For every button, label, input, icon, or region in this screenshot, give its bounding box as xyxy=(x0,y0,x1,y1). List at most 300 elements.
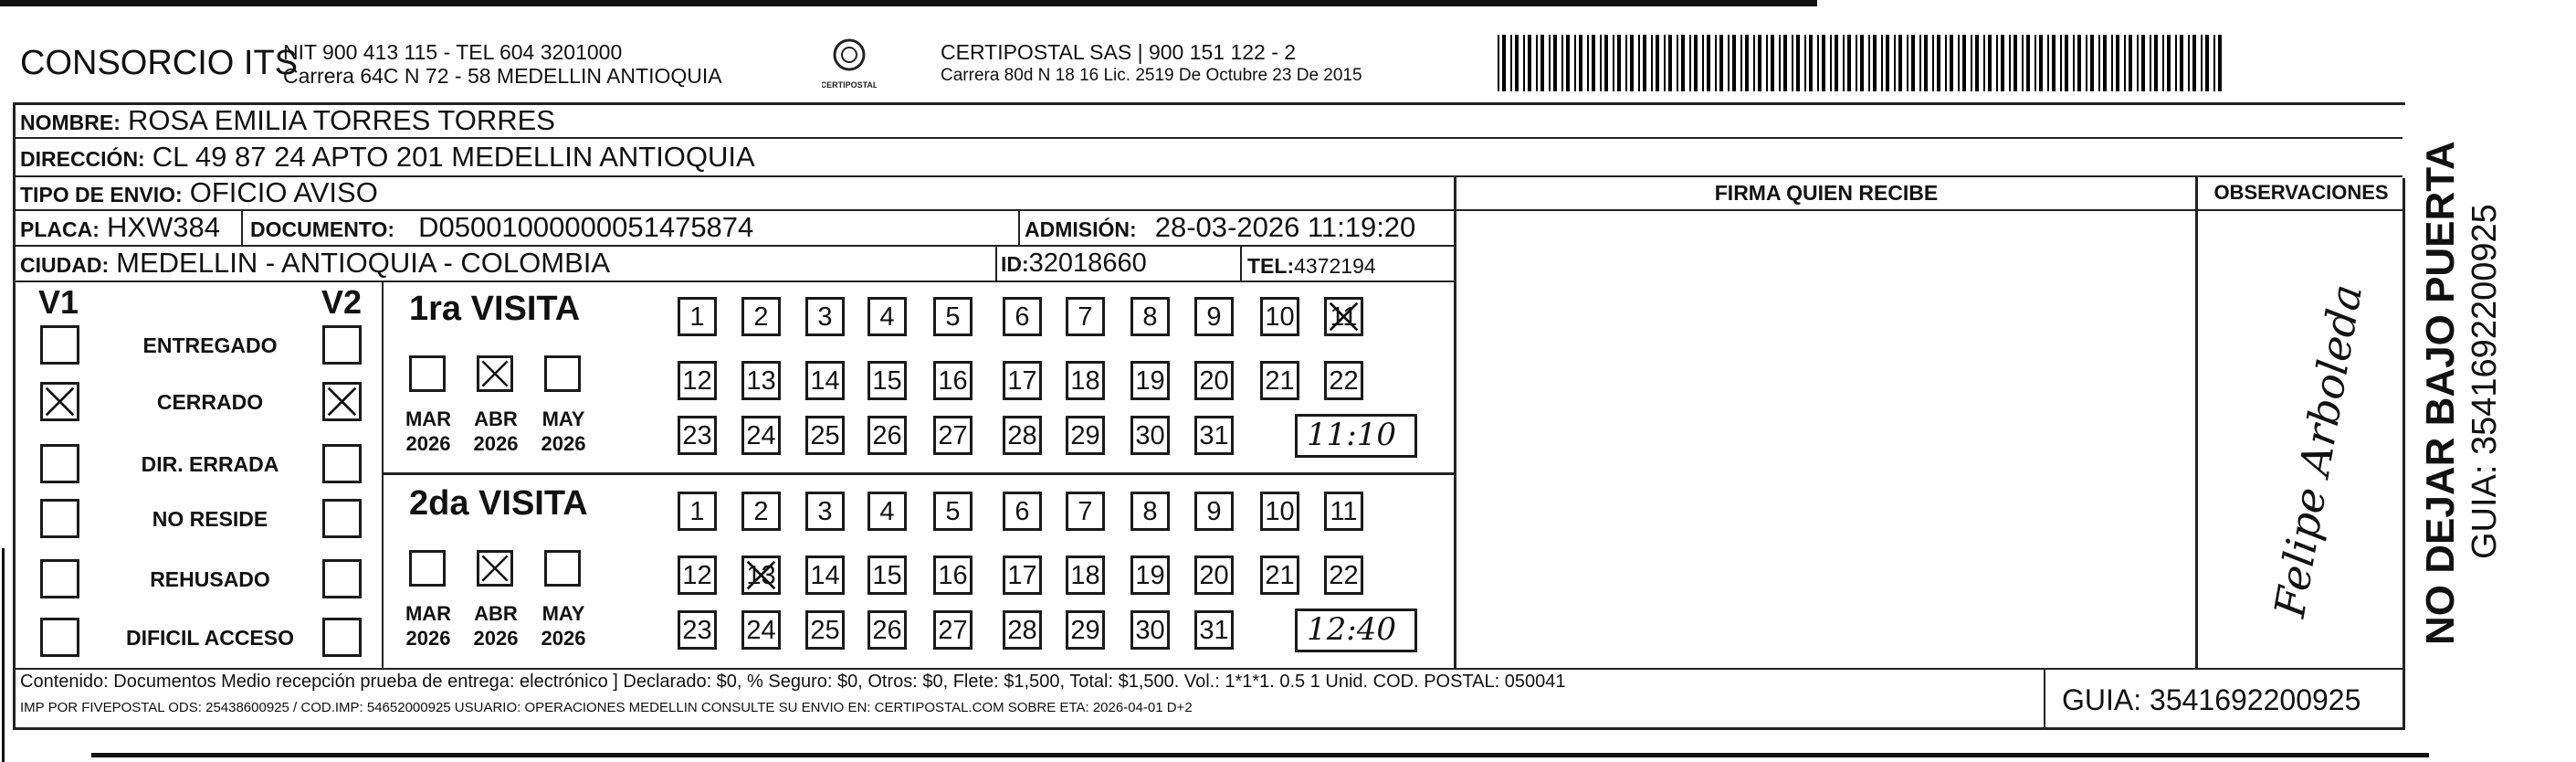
day-box[interactable] xyxy=(678,361,717,400)
day-box[interactable] xyxy=(1260,556,1299,595)
form-bottom-border xyxy=(13,727,2405,730)
barcode-bar xyxy=(2013,35,2017,91)
day-number: 28 xyxy=(1007,616,1037,645)
barcode-bar xyxy=(1804,35,1806,91)
day-box[interactable] xyxy=(1130,416,1170,455)
observaciones-header: OBSERVACIONES xyxy=(2213,181,2389,204)
day-box[interactable] xyxy=(1003,556,1042,595)
day-box[interactable] xyxy=(1324,556,1363,595)
barcode-bar xyxy=(1617,35,1621,91)
day-number: 13 xyxy=(746,561,776,590)
day-number: 21 xyxy=(1265,561,1295,590)
placa-cell xyxy=(20,211,220,244)
day-number: 3 xyxy=(817,497,833,526)
page-edge-bottom xyxy=(91,753,2429,757)
barcode-bar xyxy=(1843,35,1845,91)
barcode-bar xyxy=(1886,35,1889,91)
day-box[interactable] xyxy=(933,361,973,400)
day-box[interactable] xyxy=(1194,361,1234,400)
day-number: 7 xyxy=(1078,302,1093,332)
barcode-bar xyxy=(2111,35,2113,91)
documento-label: DOCUMENTO: xyxy=(250,217,395,241)
day-number: 16 xyxy=(938,366,968,396)
day-box[interactable] xyxy=(933,297,973,336)
day-number: 30 xyxy=(1135,616,1165,645)
status-label: ENTREGADO xyxy=(142,333,278,357)
barcode-bar xyxy=(2180,35,2183,91)
month-checkbox[interactable] xyxy=(544,550,581,587)
logo-text: CERTIPOSTAL xyxy=(822,80,877,90)
month-checkbox[interactable] xyxy=(409,550,446,587)
barcode-bar xyxy=(1643,35,1646,91)
day-number: 16 xyxy=(938,561,968,590)
handwritten-time-box[interactable] xyxy=(1295,414,1417,458)
month-label: MAR 2026 xyxy=(405,407,452,455)
observaciones-left-border xyxy=(2195,175,2198,669)
admision-label: ADMISIÓN: xyxy=(1025,217,1137,241)
admision-cell xyxy=(1025,211,1415,244)
day-box[interactable] xyxy=(1260,297,1299,336)
barcode-bar xyxy=(1907,35,1908,91)
barcode-bar xyxy=(1898,35,1902,91)
page-edge-left xyxy=(2,548,5,762)
barcode-bar xyxy=(1715,35,1717,91)
day-box[interactable] xyxy=(933,610,973,650)
day-number: 6 xyxy=(1015,497,1030,526)
status-v2-checkbox[interactable] xyxy=(322,499,362,538)
day-box[interactable] xyxy=(805,610,845,650)
day-number: 23 xyxy=(682,616,712,645)
month-checkbox[interactable] xyxy=(544,355,581,392)
status-v2-checkbox[interactable] xyxy=(322,444,362,483)
barcode-bar xyxy=(1753,35,1755,91)
barcode-bar xyxy=(2205,35,2209,91)
day-number: 2 xyxy=(753,497,769,526)
barcode-bar xyxy=(1681,35,1685,91)
admision-divider xyxy=(1018,209,1020,246)
barcode-bar xyxy=(2201,35,2203,91)
barcode-bar xyxy=(2103,35,2107,91)
day-number: 30 xyxy=(1135,421,1165,450)
firma-header: FIRMA QUIEN RECIBE xyxy=(1714,181,1939,205)
barcode-bar xyxy=(1498,35,1499,91)
barcode-bar xyxy=(1796,35,1800,91)
day-number: 13 xyxy=(746,366,776,396)
barcode-bar xyxy=(1604,35,1608,91)
barcode-bar xyxy=(1809,35,1813,91)
check-x-mark xyxy=(1327,300,1361,333)
month-checkbox[interactable] xyxy=(477,355,513,392)
barcode-bar xyxy=(1702,35,1704,91)
day-box[interactable] xyxy=(1066,492,1105,531)
day-box[interactable] xyxy=(805,556,845,595)
day-box[interactable] xyxy=(678,610,717,650)
barcode-bar xyxy=(1574,35,1576,91)
barcode-bar xyxy=(2052,35,2056,91)
barcode-bar xyxy=(2213,35,2215,91)
day-number: 1 xyxy=(689,497,705,526)
id-cell xyxy=(1001,249,1147,279)
day-number: 6 xyxy=(1015,302,1030,332)
barcode-bar xyxy=(1894,35,1896,91)
day-number: 22 xyxy=(1329,366,1359,396)
nombre-label: NOMBRE: xyxy=(20,111,121,134)
visit-divider xyxy=(382,472,1456,475)
v1-label: V1 xyxy=(38,283,79,321)
day-number: 9 xyxy=(1206,302,1222,332)
barcode-bar xyxy=(2009,35,2011,91)
visit-title: 2da VISITA xyxy=(409,484,588,523)
barcode-bar xyxy=(1625,35,1627,91)
barcode-bar xyxy=(1868,35,1870,91)
day-box[interactable] xyxy=(1003,361,1042,400)
barcode-bar xyxy=(1630,35,1634,91)
barcode-bar xyxy=(2039,35,2043,91)
day-box[interactable] xyxy=(1003,416,1042,455)
day-number: 27 xyxy=(938,421,968,450)
day-box[interactable] xyxy=(1194,610,1234,650)
barcode-bar xyxy=(1783,35,1787,91)
day-box[interactable] xyxy=(867,610,907,650)
barcode-bar xyxy=(1958,35,1960,91)
barcode-bar xyxy=(2090,35,2094,91)
month-checkbox[interactable] xyxy=(477,550,513,587)
day-box[interactable] xyxy=(1066,361,1105,400)
day-box[interactable] xyxy=(678,416,717,455)
nombre-value: ROSA EMILIA TORRES TORRES xyxy=(127,104,555,136)
day-number: 14 xyxy=(810,561,840,590)
barcode-bar xyxy=(2167,35,2171,91)
day-box[interactable] xyxy=(678,297,717,336)
barcode-bar xyxy=(2022,35,2024,91)
status-label: DIFICIL ACCESO xyxy=(125,626,294,650)
day-box[interactable] xyxy=(805,416,845,455)
day-box[interactable] xyxy=(1194,556,1234,595)
day-number: 4 xyxy=(879,302,895,332)
day-box[interactable] xyxy=(1003,297,1042,336)
tel-label: TEL: xyxy=(1247,254,1295,278)
barcode-bar xyxy=(1638,35,1640,91)
barcode-bar xyxy=(1515,35,1519,91)
day-number: 21 xyxy=(1265,366,1295,396)
certipostal-logo xyxy=(822,35,877,91)
check-x-mark xyxy=(479,358,510,389)
ciudad-value: MEDELLIN - ANTIOQUIA - COLOMBIA xyxy=(116,247,611,279)
form-left-border xyxy=(13,102,16,729)
barcode-bar xyxy=(2073,35,2075,91)
tel-divider xyxy=(1240,245,1242,281)
day-box[interactable] xyxy=(1003,492,1042,531)
day-box[interactable] xyxy=(1066,556,1105,595)
day-number: 10 xyxy=(1265,497,1295,526)
barcode-bar xyxy=(1728,35,1730,91)
month-label: ABR 2026 xyxy=(473,407,519,455)
barcode-bar xyxy=(1689,35,1691,91)
ciudad-cell xyxy=(20,247,610,280)
day-number: 19 xyxy=(1135,561,1165,590)
barcode-bar xyxy=(2141,35,2145,91)
barcode-bar xyxy=(1945,35,1947,91)
barcode-bar xyxy=(1873,35,1877,91)
columns-header-divider xyxy=(1456,209,2403,211)
ciudad-label: CIUDAD: xyxy=(20,253,110,277)
barcode-bar xyxy=(2124,35,2126,91)
barcode-bar xyxy=(1719,35,1723,91)
status-label: REHUSADO xyxy=(150,567,270,591)
day-box[interactable] xyxy=(867,556,907,595)
day-box[interactable] xyxy=(741,416,781,455)
day-number: 25 xyxy=(810,421,840,450)
company-name: CONSORCIO ITS xyxy=(20,44,299,82)
direccion-value: CL 49 87 24 APTO 201 MEDELLIN ANTIOQUIA xyxy=(152,141,755,173)
row-divider-5 xyxy=(13,280,1456,282)
day-box[interactable] xyxy=(1003,610,1042,650)
barcode-bar xyxy=(1510,35,1512,91)
barcode xyxy=(1498,35,2228,91)
day-number: 3 xyxy=(817,302,833,332)
barcode-bar xyxy=(1528,35,1531,91)
barcode-bar xyxy=(1613,35,1614,91)
day-number: 17 xyxy=(1007,561,1037,590)
day-box[interactable] xyxy=(1324,297,1363,336)
barcode-bar xyxy=(2162,35,2164,91)
day-box[interactable] xyxy=(933,416,973,455)
day-number: 24 xyxy=(746,421,776,450)
day-box[interactable] xyxy=(933,556,973,595)
day-box[interactable] xyxy=(741,492,781,531)
day-number: 2 xyxy=(753,302,769,332)
barcode-bar xyxy=(1579,35,1582,91)
placa-divider xyxy=(241,209,243,246)
barcode-bar xyxy=(1523,35,1525,91)
barcode-bar xyxy=(1962,35,1966,91)
barcode-bar xyxy=(1975,35,1979,91)
barcode-bar xyxy=(2035,35,2036,91)
side-guia: GUIA: 3541692200925 xyxy=(2466,204,2504,559)
day-number: 27 xyxy=(938,616,968,645)
barcode-bar xyxy=(1932,35,1934,91)
barcode-bar xyxy=(1651,35,1653,91)
day-number: 18 xyxy=(1070,561,1100,590)
day-number: 8 xyxy=(1142,497,1158,526)
day-number: 5 xyxy=(945,497,961,526)
day-box[interactable] xyxy=(867,297,907,336)
day-box[interactable] xyxy=(1130,610,1170,650)
handwritten-time: 11:10 xyxy=(1307,417,1396,453)
documento-cell xyxy=(250,211,753,244)
day-box[interactable] xyxy=(1066,610,1105,650)
day-box[interactable] xyxy=(1324,361,1363,400)
day-box[interactable] xyxy=(741,361,781,400)
day-number: 29 xyxy=(1070,616,1100,645)
month-label: ABR 2026 xyxy=(473,602,519,650)
handwritten-time-box[interactable] xyxy=(1295,609,1417,652)
barcode-bar xyxy=(1553,35,1557,91)
barcode-bar xyxy=(1817,35,1819,91)
day-box[interactable] xyxy=(933,492,973,531)
day-box[interactable] xyxy=(1130,556,1170,595)
documento-value: D05001000000051475874 xyxy=(418,211,754,243)
barcode-bar xyxy=(1771,35,1774,91)
day-box[interactable] xyxy=(1260,361,1299,400)
day-number: 31 xyxy=(1199,421,1229,450)
day-number: 9 xyxy=(1206,497,1222,526)
status-v2-checkbox[interactable] xyxy=(322,618,362,657)
check-x-mark xyxy=(325,385,359,418)
day-box[interactable] xyxy=(741,610,781,650)
day-box[interactable] xyxy=(1260,492,1299,531)
barcode-bar xyxy=(1732,35,1736,91)
status-label: DIR. ERRADA xyxy=(141,452,279,476)
barcode-bar xyxy=(1847,35,1851,91)
certipostal-line1: CERTIPOSTAL SAS | 900 151 122 - 2 xyxy=(941,40,1297,64)
admision-value: 28-03-2026 11:19:20 xyxy=(1154,211,1416,243)
day-number: 17 xyxy=(1007,366,1037,396)
day-box[interactable] xyxy=(1130,297,1170,336)
day-number: 28 xyxy=(1007,421,1037,450)
barcode-bar xyxy=(1600,35,1602,91)
barcode-bar xyxy=(1745,35,1749,91)
day-box[interactable] xyxy=(867,416,907,455)
day-box[interactable] xyxy=(805,492,845,531)
barcode-bar xyxy=(2129,35,2132,91)
day-number: 15 xyxy=(872,366,902,396)
barcode-bar xyxy=(1758,35,1761,91)
placa-value: HXW384 xyxy=(106,211,220,243)
footer-contenido: Contenido: Documentos Medio recepción prueba de entrega: electrónico ] Declarado: $0, % Seguro: $0, Otros: $0, Flete: $1,500, Total: $1,500. Vol.: 1*1*1. 0.5 1 Unid. COD. POSTAL: 050041 xyxy=(20,672,1566,692)
day-box[interactable] xyxy=(805,361,845,400)
observaciones-handwriting-text: Felipe Arboleda xyxy=(2265,280,2372,621)
day-box[interactable] xyxy=(1130,361,1170,400)
tipo-envio-row xyxy=(20,176,378,209)
day-box[interactable] xyxy=(1194,492,1234,531)
day-number: 25 xyxy=(810,616,840,645)
barcode-bar xyxy=(1856,35,1857,91)
day-number: 20 xyxy=(1199,561,1229,590)
status-label: CERRADO xyxy=(156,390,264,414)
barcode-bar xyxy=(1860,35,1864,91)
day-box[interactable] xyxy=(867,492,907,531)
barcode-bar xyxy=(1950,35,1953,91)
day-box[interactable] xyxy=(1130,492,1170,531)
day-number: 11 xyxy=(1330,497,1358,526)
month-checkbox[interactable] xyxy=(409,355,446,392)
day-number: 12 xyxy=(682,366,712,396)
barcode-bar xyxy=(2077,35,2081,91)
barcode-bar xyxy=(1561,35,1563,91)
day-number: 20 xyxy=(1199,366,1229,396)
day-box[interactable] xyxy=(1194,297,1234,336)
day-number: 5 xyxy=(945,302,961,332)
check-x-mark xyxy=(43,385,77,418)
barcode-bar xyxy=(2098,35,2100,91)
form-right-border xyxy=(2403,178,2405,730)
day-box[interactable] xyxy=(678,556,717,595)
signature-area xyxy=(1457,212,2193,667)
barcode-bar xyxy=(2047,35,2049,91)
page-edge-top xyxy=(0,0,1817,6)
status-v2-checkbox[interactable] xyxy=(322,325,362,365)
day-number: 15 xyxy=(872,561,902,590)
day-number: 29 xyxy=(1070,421,1100,450)
barcode-bar xyxy=(1983,35,1985,91)
day-box[interactable] xyxy=(741,556,781,595)
barcode-bar xyxy=(1792,35,1793,91)
barcode-bar xyxy=(1996,35,1998,91)
status-v2-checkbox[interactable] xyxy=(322,559,362,598)
barcode-bar xyxy=(1911,35,1915,91)
day-box[interactable] xyxy=(741,297,781,336)
id-label: ID: xyxy=(1001,252,1029,276)
day-number: 11 xyxy=(1330,302,1358,332)
v2-label: V2 xyxy=(321,283,363,321)
day-number: 24 xyxy=(746,616,776,645)
barcode-bar xyxy=(2218,35,2222,91)
barcode-bar xyxy=(1779,35,1781,91)
day-number: 10 xyxy=(1265,302,1295,332)
day-number: 31 xyxy=(1199,616,1229,645)
check-x-mark xyxy=(479,553,510,584)
check-x-mark xyxy=(744,558,778,592)
barcode-bar xyxy=(2175,35,2177,91)
barcode-bar xyxy=(1766,35,1768,91)
barcode-bar xyxy=(2192,35,2196,91)
barcode-bar xyxy=(2116,35,2119,91)
day-number: 1 xyxy=(689,302,705,332)
barcode-bar xyxy=(1924,35,1928,91)
barcode-bar xyxy=(1988,35,1992,91)
id-divider xyxy=(995,245,997,281)
handwritten-time: 12:40 xyxy=(1307,611,1396,648)
barcode-bar xyxy=(1677,35,1678,91)
status-v2-checkbox[interactable] xyxy=(322,382,362,421)
observaciones-handwriting xyxy=(2210,228,2392,658)
barcode-bar xyxy=(2150,35,2151,91)
day-number: 22 xyxy=(1329,561,1359,590)
barcode-bar xyxy=(1536,35,1538,91)
tel-value: 4372194 xyxy=(1294,254,1376,278)
direccion-row xyxy=(20,141,755,174)
barcode-bar xyxy=(2060,35,2062,91)
barcode-bar xyxy=(1566,35,1570,91)
guia-box-divider xyxy=(2044,668,2045,729)
day-box[interactable] xyxy=(805,297,845,336)
barcode-bar xyxy=(1587,35,1589,91)
barcode-bar xyxy=(2086,35,2087,91)
barcode-bar xyxy=(1830,35,1832,91)
day-box[interactable] xyxy=(867,361,907,400)
day-box[interactable] xyxy=(1324,492,1363,531)
day-box[interactable] xyxy=(678,492,717,531)
barcode-bar xyxy=(1822,35,1825,91)
footer-imp: IMP POR FIVEPOSTAL ODS: 25438600925 / COD.IMP: 54652000925 USUARIO: OPERACIONES MEDELLIN CONSULTE SU ENVIO EN: CERTIPOSTAL.COM SOBRE ETA: 2026-04-01 D+2 xyxy=(20,700,1193,715)
month-label: MAY 2026 xyxy=(541,602,586,650)
month-label: MAY 2026 xyxy=(541,407,586,455)
barcode-bar xyxy=(1881,35,1883,91)
firma-left-border xyxy=(1454,175,1456,669)
tipo-envio-label: TIPO DE ENVIO: xyxy=(20,183,183,206)
barcode-bar xyxy=(1668,35,1672,91)
barcode-bar xyxy=(1540,35,1544,91)
status-label: NO RESIDE xyxy=(152,507,268,531)
nombre-row xyxy=(20,104,555,137)
day-box[interactable] xyxy=(1066,416,1105,455)
tipo-envio-value: OFICIO AVISO xyxy=(189,176,378,208)
day-box[interactable] xyxy=(1066,297,1105,336)
barcode-bar xyxy=(1502,35,1506,91)
day-box[interactable] xyxy=(1194,416,1234,455)
barcode-bar xyxy=(2001,35,2004,91)
